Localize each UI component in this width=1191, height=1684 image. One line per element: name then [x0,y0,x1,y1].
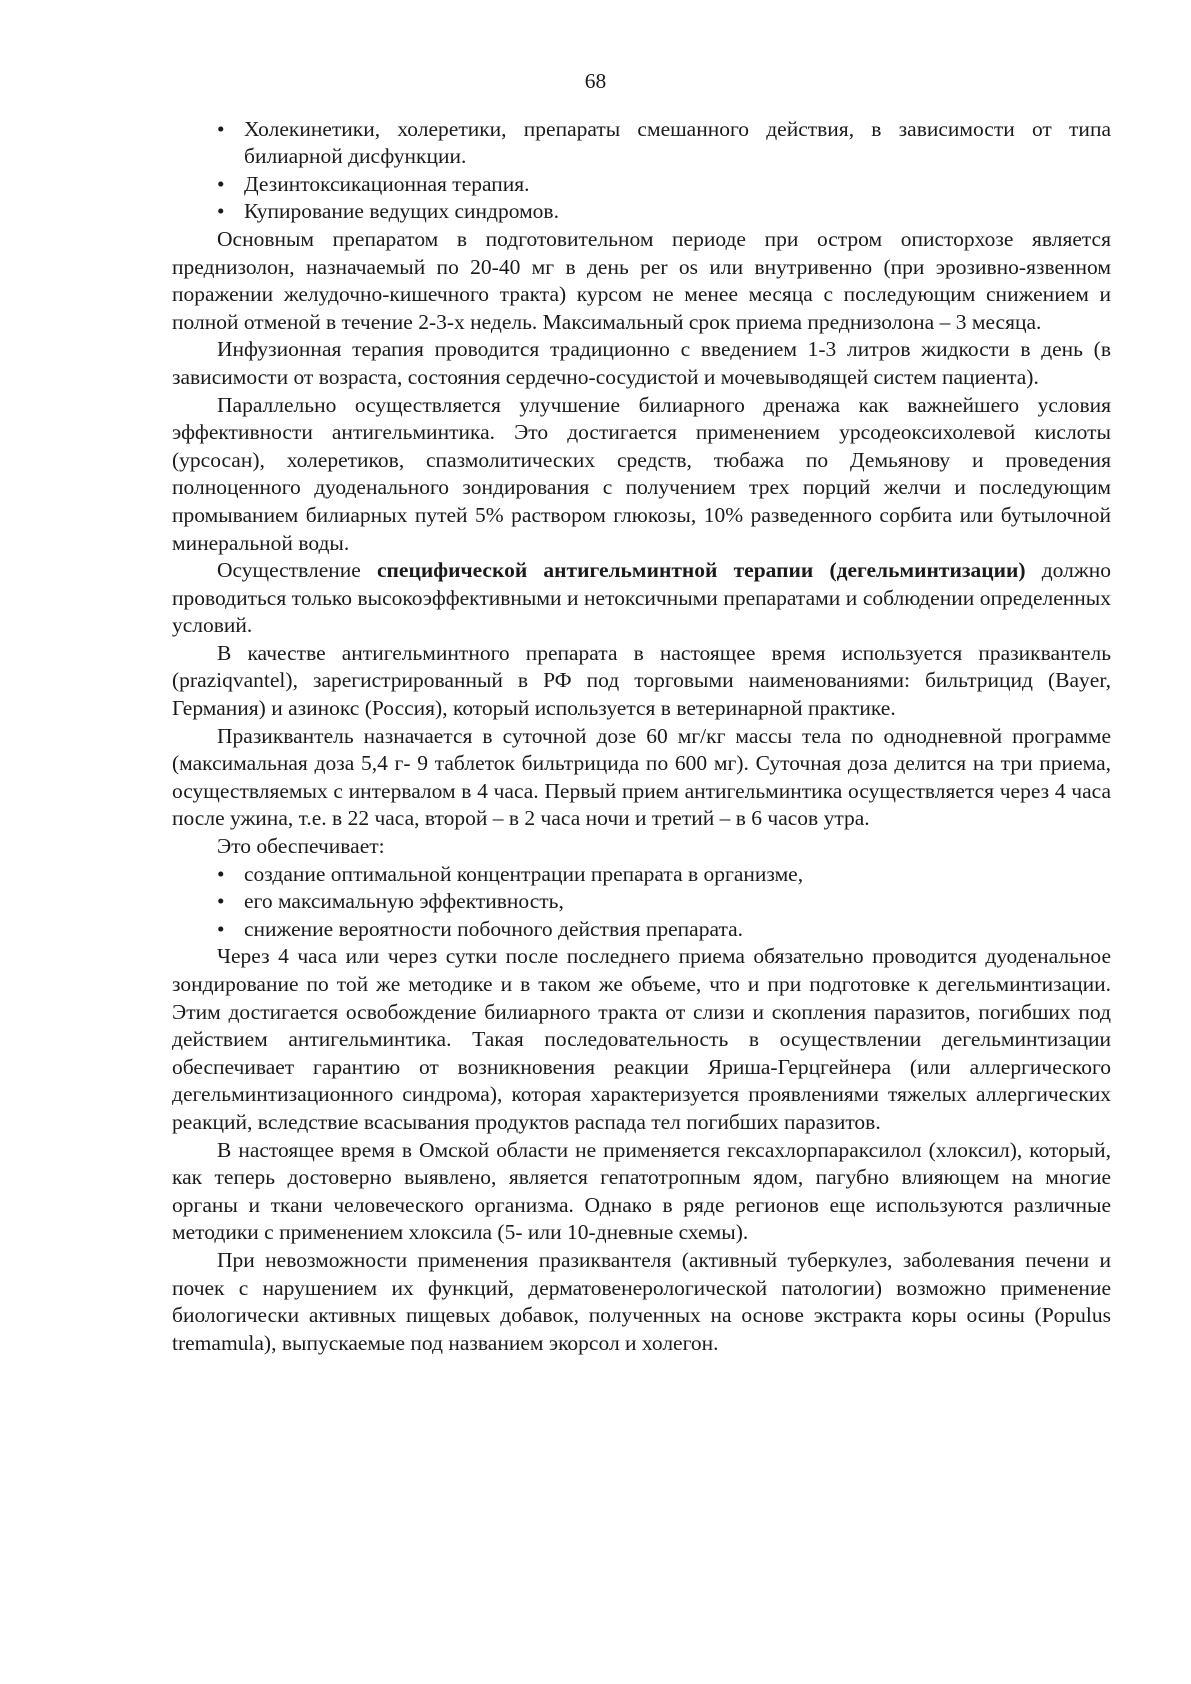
list-item: • его максимальную эффективность, [172,888,1111,916]
paragraph-provides: Это обеспечивает: [217,834,385,859]
text-run: Осуществление [217,558,377,583]
page-number: 68 [584,69,607,93]
text-run: должно проводиться только высокоэффективными и нетоксичными препаратами и соблюдении определенных условий. [172,558,1111,638]
paragraph-praziquantel: В качестве антигельминтного препарата в настоящее время используется празиквантель (praziqvantel), зарегистрированный в РФ под торговыми наименованиями: бильтрицид (Bayer, Германия) и азинокс (Россия), который используется в ветеринарной практике. [172,640,1111,721]
bullet-list-benefits [172,861,1111,944]
list-item: • создание оптимальной концентрации препарата в организме, [172,861,1111,889]
paragraph-hexachloroparaxylol: В настоящее время в Омской области не применяется гексахлорпараксилол (хлоксил), который, как теперь достоверно выявлено, является гепатотропным ядом, пагубно влияющем на многие органы и ткани человеческого организма. Однако в ряде регионов еще используются различные методики с применением хлоксила (5- или 10-дневные схемы). [172,1137,1111,1245]
bold-term: специфической антигельминтной терапии (дегельминтизации) [376,558,1026,583]
paragraph-infusion-therapy: Инфузионная терапия проводится традиционно с введением 1-3 литров жидкости в день (в зависимости от возраста, состояния сердечно-сосудистой и мочевыводящей систем пациента). [172,337,1111,389]
paragraph-specific-therapy [172,557,1111,640]
paragraph-alternatives: При невозможности применения празиквантеля (активный туберкулез, заболевания печени и почек с нарушением их функций, дерматовенерологической патологии) возможно применение биологически активных пищевых добавок, полученных на основе экстракта коры осины (Populus tremamula), выпускаемые под названием экорсол и холегон. [172,1247,1111,1355]
list-item: • снижение вероятности побочного действия препарата. [172,916,1111,944]
paragraph-duodenal-probing: Через 4 часа или через сутки после последнего приема обязательно проводится дуоденальное зондирование по той же методике и в таком же объеме, что и при подготовке к дегельминтизации. Этим достигается освобождение билиарного тракта от слизи и скопления паразитов, погибших под действием антигельминтика. Такая последовательность в осуществлении дегельминтизации обеспечивает гарантию от возникновения реакции Яриша-Герцгейнера (или аллергического дегельминтизационного синдрома), которая характеризуется проявлениями тяжелых аллергических реакций, вследствие всасывания продуктов распада тел погибших паразитов. [172,944,1111,1134]
paragraph-dosage: Празиквантель назначается в суточной дозе 60 мг/кг массы тела по однодневной программе (максимальная доза 5,4 г- 9 таблеток бильтрицида по 600 мг). Суточная доза делится на три приема, осуществляемых с интервалом в 4 часа. Первый прием антигельминтика осуществляется через 4 часа после ужина, т.е. в 22 часа, второй – в 2 часа ночи и третий – в 6 часов утра. [172,723,1111,831]
list-item: • Холекинетики, холеретики, препараты смешанного действия, в зависимости от типа билиарной дисфункции. [172,116,1111,171]
list-item: • Купирование ведущих синдромов. [172,198,1111,226]
paragraph-biliary-drainage: Параллельно осуществляется улучшение билиарного дренажа как важнейшего условия эффективности антигельминтика. Это достигается применением урсодеоксихолевой кислоты (урсосан), холеретиков, спазмолитических средств, тюбажа по Демьянову и проведения полноценного дуоденального зондирования с получением трех порций желчи и последующим промыванием билиарных путей 5% раствором глюкозы, 10% разведенного сорбита или бутылочной минеральной воды. [172,392,1111,555]
bullet-list-treatments [172,116,1111,226]
list-item: • Дезинтоксикационная терапия. [172,171,1111,199]
paragraph-prednisolone: Основным препаратом в подготовительном периоде при остром описторхозе является преднизолон, назначаемый по 20-40 мг в день per os или внутривенно (при эрозивно-язвенном поражении желудочно-кишечного тракта) курсом не менее месяца с последующим снижением и полной отменой в течение 2-3-х недель. Максимальный срок приема преднизолона – 3 месяца. [172,226,1111,334]
